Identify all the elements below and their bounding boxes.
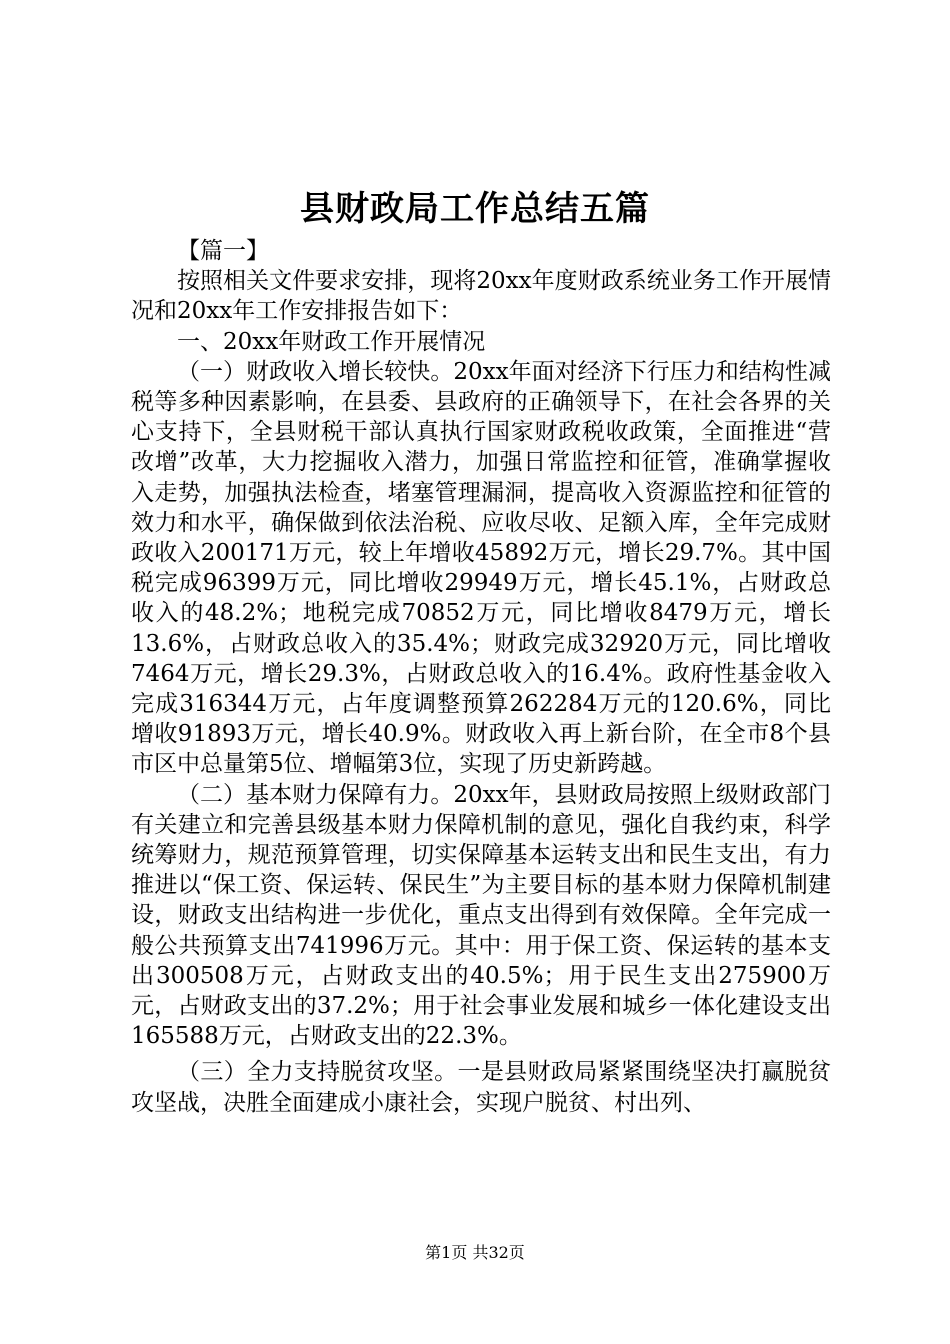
section-heading: 一、20xx年财政工作开展情况: [177, 328, 486, 355]
paragraph-revenue: （一）财政收入增长较快。20xx年面对经济下行压力和结构性减税等多种因素影响，在县委、县政府的正确领导下，在社会各界的关心支持下，全县财税干部认真执行国家财政税收政策，全面推进“营改增”改革，大力挖掘收入潜力，加强日常监控和征管，准确掌握收入走势，加强执法检查，堵塞管理漏洞，提高收入资源监控和征管的效力和水平，确保做到依法治税、应收尽收、足额入库，全年完成财政收入200171万元，较上年增收45892万元，增长29.7%。其中国税完成96399万元，同比增收29949万元，增长45.1%，占财政总收入的48.2%；地税完成70852万元，同比增收8479万元，增长13.6%，占财政总收入的35.4%；财政完成32920万元，同比增收7464万元，增长29.3%，占财政总收入的16.4%。政府性基金收入完成316344万元，占年度调整预算262284万元的120.6%，同比增收91893万元，增长40.9%。财政收入再上新台阶，在全市8个县市区中总量第5位、增幅第3位，实现了历史新跨越。: [131, 358, 831, 778]
document-body: [131, 236, 831, 1118]
page-footer: 第1页 共32页: [425, 1243, 525, 1262]
section-label: 【篇一】: [177, 238, 269, 264]
paragraph-financial-guarantee: （二）基本财力保障有力。20xx年，县财政局按照上级财政部门有关建立和完善县级基本财力保障机制的意见，强化自我约束，科学统筹财力，规范预算管理，切实保障基本运转支出和民生支出，有力推进以“保工资、保运转、保民生”为主要目标的基本财力保障机制建设，财政支出结构进一步优化，重点支出得到有效保障。全年完成一般公共预算支出741996万元。其中：用于保工资、保运转的基本支出300508万元，占财政支出的40.5%；用于民生支出275900万元，占财政支出的37.2%；用于社会事业发展和城乡一体化建设支出165588万元，占财政支出的22.3%。: [131, 781, 831, 1050]
intro-paragraph: 按照相关文件要求安排，现将20xx年度财政系统业务工作开展情况和20xx年工作安排报告如下：: [131, 268, 831, 325]
document-title: 县财政局工作总结五篇: [300, 189, 650, 229]
paragraph-poverty-alleviation: （三）全力支持脱贫攻坚。一是县财政局紧紧围绕坚决打赢脱贫攻坚战，决胜全面建成小康社会，实现户脱贫、村出列、: [131, 1059, 831, 1116]
